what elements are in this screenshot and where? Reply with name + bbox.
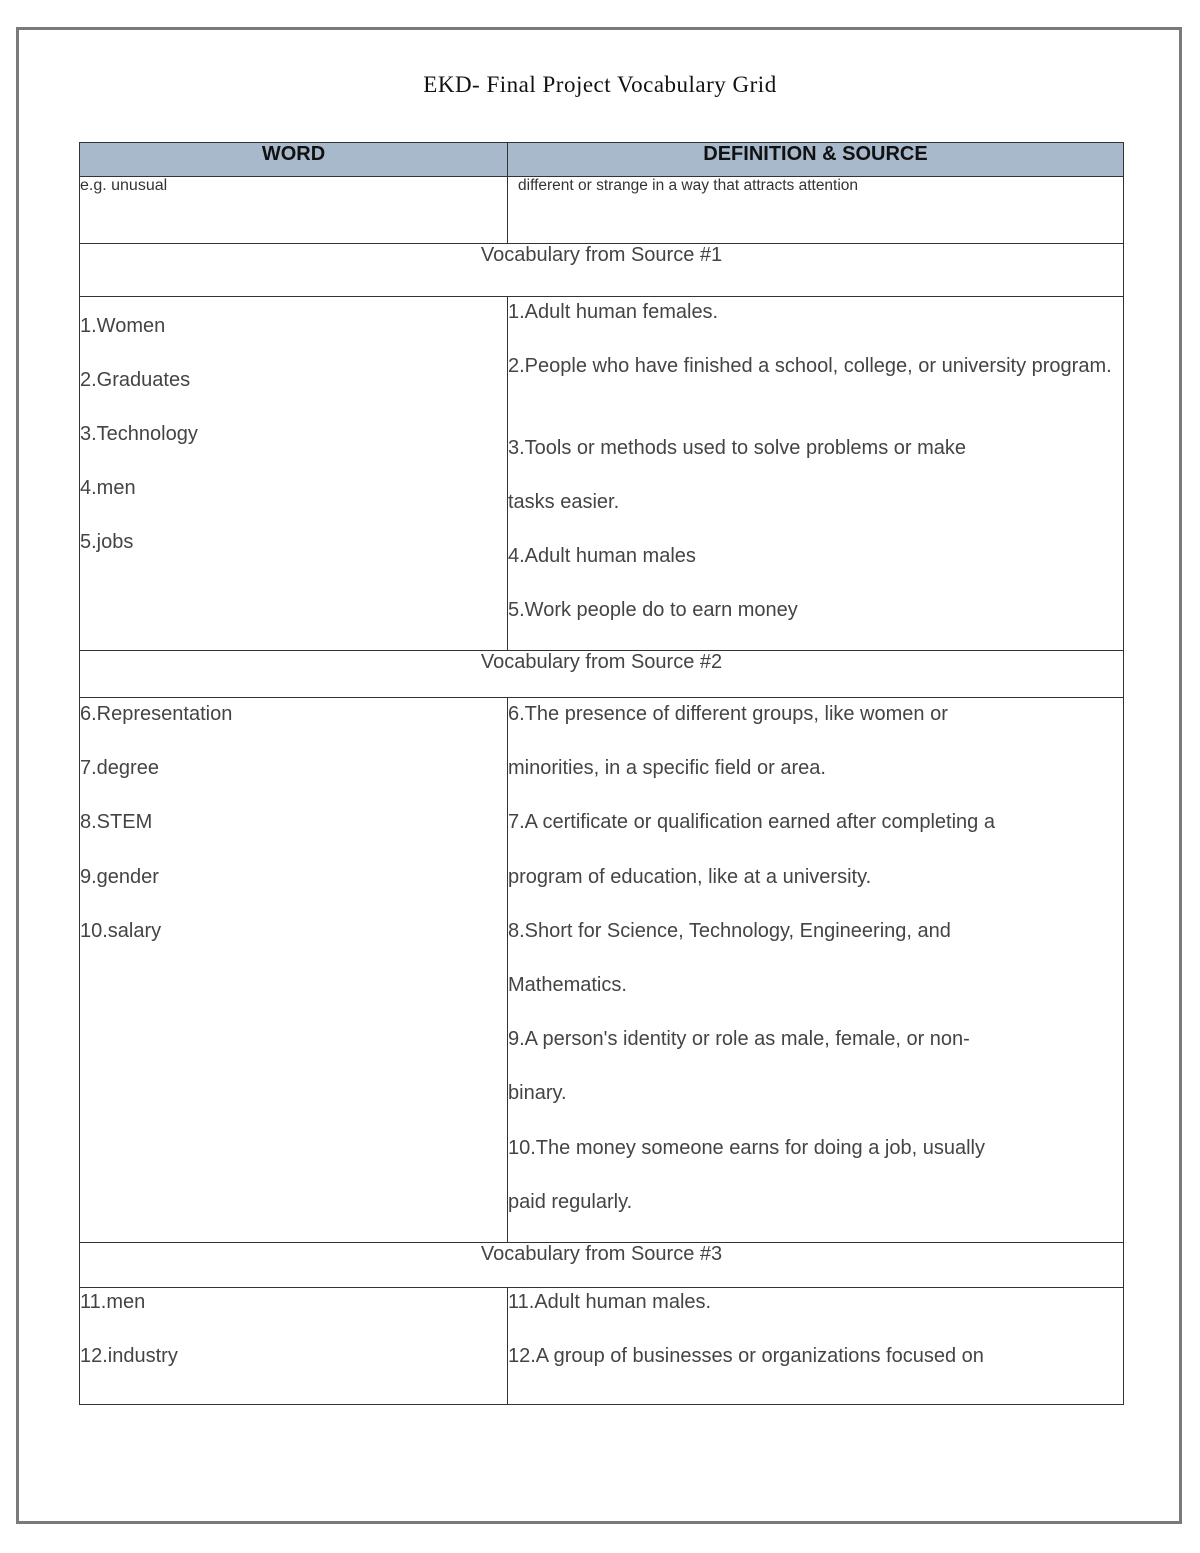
section-1-title: Vocabulary from Source #1 [80,244,1124,297]
definition-column-header: DEFINITION & SOURCE [508,143,1124,177]
word-item: 5.jobs [80,531,134,553]
section-heading-row [80,244,1124,297]
vocabulary-grid [79,142,1124,1405]
word-column-header: WORD [80,143,508,177]
word-item: 4.men [80,477,136,499]
definition-line: 3.Tools or methods used to solve problems or make [508,437,966,459]
section-2-words [80,698,508,1243]
definition-line: Mathematics. [508,973,627,996]
section-heading-row [80,1242,1124,1287]
word-item: 9.gender [80,865,159,888]
word-item: 10.salary [80,919,162,942]
definition-line: 6.The presence of different groups, like women or [508,703,948,725]
definition-line: 8.Short for Science, Technology, Engineering, and [508,919,951,942]
section-3-definitions [508,1287,1124,1404]
word-item: 3.Technology [80,423,198,445]
word-item: 8.STEM [80,811,153,834]
definition-line: 7.A certificate or qualification earned after completing a [508,811,995,834]
section-2-entries [80,698,1124,1243]
section-2-definitions [508,698,1124,1243]
definition-line: 4.Adult human males [508,545,696,567]
section-3-entries [80,1287,1124,1404]
definition-line: program of education, like at a university. [508,865,872,888]
definition-line: binary. [508,1082,567,1105]
definition-line: 1.Adult human females. [508,301,719,323]
example-definition: different or strange in a way that attracts attention [508,177,1124,244]
section-3-title: Vocabulary from Source #3 [80,1242,1124,1287]
word-item: 11.men [80,1290,146,1313]
word-item: 12.industry [80,1344,178,1367]
section-2-title: Vocabulary from Source #2 [80,651,1124,698]
section-3-words [80,1287,508,1404]
definition-line: 9.A person's identity or role as male, female, or non- [508,1028,970,1051]
definition-line: minorities, in a specific field or area. [508,757,826,780]
word-item: 2.Graduates [80,369,191,391]
word-item: 6.Representation [80,703,233,725]
definition-line: paid regularly. [508,1190,633,1213]
section-heading-row [80,651,1124,698]
document-title: EKD- Final Project Vocabulary Grid [423,72,777,97]
word-item: 1.Women [80,315,166,337]
definition-line: tasks easier. [508,491,620,513]
definition-line: 2.People who have finished a school, college, or university program. [508,355,1112,377]
example-word: e.g. unusual [80,177,508,244]
definition-line: 10.The money someone earns for doing a job, usually [508,1136,985,1159]
definition-line: 12.A group of businesses or organizations focused on [508,1344,984,1367]
example-row [80,177,1124,244]
definition-line: 5.Work people do to earn money [508,599,798,621]
section-1-definitions [508,297,1124,651]
section-1-entries [80,297,1124,651]
section-1-words [80,297,508,651]
definition-line: 11.Adult human males. [508,1290,712,1313]
header-row [80,143,1124,177]
word-item: 7.degree [80,757,159,780]
